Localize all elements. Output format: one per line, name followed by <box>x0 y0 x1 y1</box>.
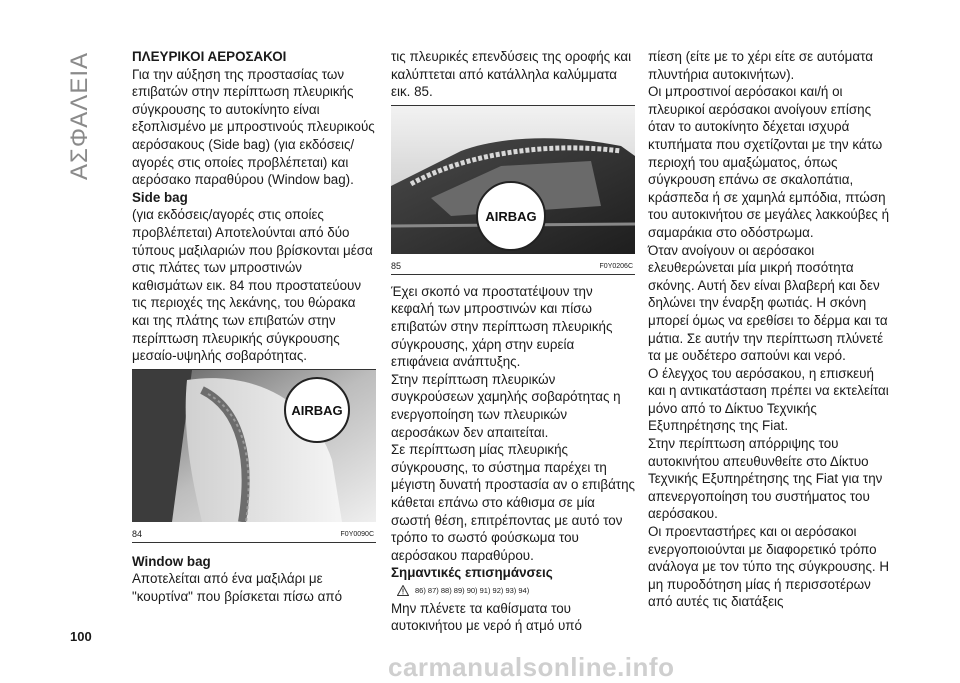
seat-washing-note: Μην πλένετε τα καθίσματα του αυτοκινήτου με νερό ή ατμό υπό <box>391 600 582 634</box>
side-airbags-heading: ΠΛΕΥΡΙΚΟΙ ΑΕΡΟΣΑΚΟΙ <box>132 49 287 64</box>
window-bag-text-continued: τις πλευρικές επενδύσεις της οροφής και καλύπτεται από κατάλληλα καλύμματα εικ. 85. <box>391 49 632 100</box>
activation-note: Οι προενταστήρες και οι αερόσακοι ενεργοποιούνται με διαφορετικό τρόπο ανάλογα με τον τύπο της σύγκρουσης. Η μη πυροδότηση μίας ή περισσοτέρων από αυτές τις διατάξεις <box>648 524 890 610</box>
low-severity-note: Στην περίπτωση πλευρικών συγκρούσεων χαμηλής σοβαρότητας η ενεργοποίηση των πλευρικών αεροσάκων δεν απαιτείται. <box>391 371 621 440</box>
dust-release-note: Όταν ανοίγουν οι αερόσακοι ελευθερώνεται μία μικρή ποσότητα σκόνης. Αυτή δεν είναι βλαβερή και δεν δηλώνει την έναρξη φωτιάς. Η σκόνη μπορεί όμως να ερεθίσει το δέρμα και τα μάτια. Σε αυτήν την περίπτωση πλύνετέ τα με ουδέτερο σαπούνι και νερό. <box>648 242 888 364</box>
airbag-badge-label: AIRBAG <box>485 208 537 224</box>
figure-number: 85 <box>391 260 402 271</box>
warning-reference-list: 86) 87) 88) 89) 90) 91) 92) 93) 94) <box>415 585 530 595</box>
airbag-badge-label: AIRBAG <box>291 402 343 418</box>
page-number: 100 <box>70 629 92 644</box>
seat-washing-note-continued: πίεση (είτε με το χέρι είτε σε αυτόματα πλυντήρια αυτοκινήτων). <box>648 49 873 82</box>
figure-number: 84 <box>132 528 143 539</box>
warning-triangle-icon <box>397 585 409 596</box>
column-2 <box>391 48 635 635</box>
correct-position-note: Σε περίπτωση μίας πλευρικής σύγκρουσης, το σύστημα παρέχει τη μέγιστη δυνατή προστασία αν ο επιβάτης κάθεται επάνω στο κάθισμα σε μία σωστή θέση, επιτρέποντας με αυτό τον τρόπο το σωστό φούσκωμα του αερόσακου παραθύρου. <box>391 442 635 563</box>
service-note: Ο έλεγχος του αερόσακου, η επισκευή και η αντικατάσταση πρέπει να εκτελείται μόνο από το Δίκτυο Τεχνικής Εξυπηρέτησης της Fiat. <box>648 365 889 434</box>
window-bag-heading: Window bag <box>132 553 211 569</box>
side-bag-text: (για εκδόσεις/αγορές στις οποίες προβλέπεται) Αποτελούνται από δύο τύπους μαξιλαριών που βρίσκονται μέσα στις πλάτες των μπροστινών καθισμάτων εικ. 84 που προστατεύουν τις περιοχές της λεκάνης, του θώρακα και της πλάτης των επιβατών στην περίπτωση πλευρικής σύγκρουσης μεσαίο-υψηλής σοβαρότητας. <box>132 207 373 364</box>
warning-references <box>397 584 635 598</box>
figure-85 <box>391 105 635 275</box>
figure-code: F0Y0206C <box>599 262 633 270</box>
window-airbag-photo <box>391 106 635 259</box>
seat-airbag-photo <box>132 370 376 527</box>
window-bag-purpose: Έχει σκοπό να προστατέψουν την κεφαλή των μπροστινών και πίσω επιβατών στην περίπτωση πλευρικής σύγκρουσης, χάρη στην ευρεία επιφάνεια ανάπτυξης. <box>391 283 613 370</box>
column-3 <box>648 48 892 611</box>
window-bag-text: Αποτελείται από ένα μαξιλάρι με "κουρτίνα" που βρίσκεται πίσω από <box>132 571 343 604</box>
watermark: carmanualsonline.info <box>388 652 675 682</box>
figure-code: F0Y0090C <box>340 530 374 538</box>
underbody-impact-note: Οι μπροστινοί αερόσακοι και/ή οι πλευρικοί αερόσακοι ανοίγουν επίσης όταν το αυτοκίνητο δέχεται ισχυρά κτυπήματα που σχετίζονται με την κάτω περιοχή του αμαξώματος, όπως σύγκρουση επάνω σε σκαλοπάτια, κράσπεδα ή σε χαμηλά εμπόδια, πτώση του αυτοκινήτου σε μεγάλες λακκούβες ή σαμαράκια στο οδόστρωμα. <box>648 84 890 240</box>
scrapping-note: Στην περίπτωση απόρριψης του αυτοκινήτου απευθυνθείτε στο Δίκτυο Τεχνικής Εξυπηρέτησης της Fiat για την απενεργοποίηση του συστήματος του αερόσακου. <box>648 436 883 522</box>
column-1 <box>132 48 376 605</box>
section-title: ΑΣΦΑΛΕΙΑ <box>66 51 93 180</box>
important-notes-heading: Σημαντικές επισημάνσεις <box>391 565 553 581</box>
figure-84 <box>132 369 376 543</box>
side-airbags-intro: Για την αύξηση της προστασίας των επιβατών στην περίπτωση πλευρικής σύγκρουσης το αυτοκίνητο είναι εξοπλισμένο με μπροστινούς πλευρικούς αερόσακους (Side bag) (για εκδόσεις/αγορές στις οποίες προβλέπεται) και αερόσακο παραθύρου (Window bag). <box>132 66 375 188</box>
side-bag-heading: Side bag <box>132 189 188 205</box>
